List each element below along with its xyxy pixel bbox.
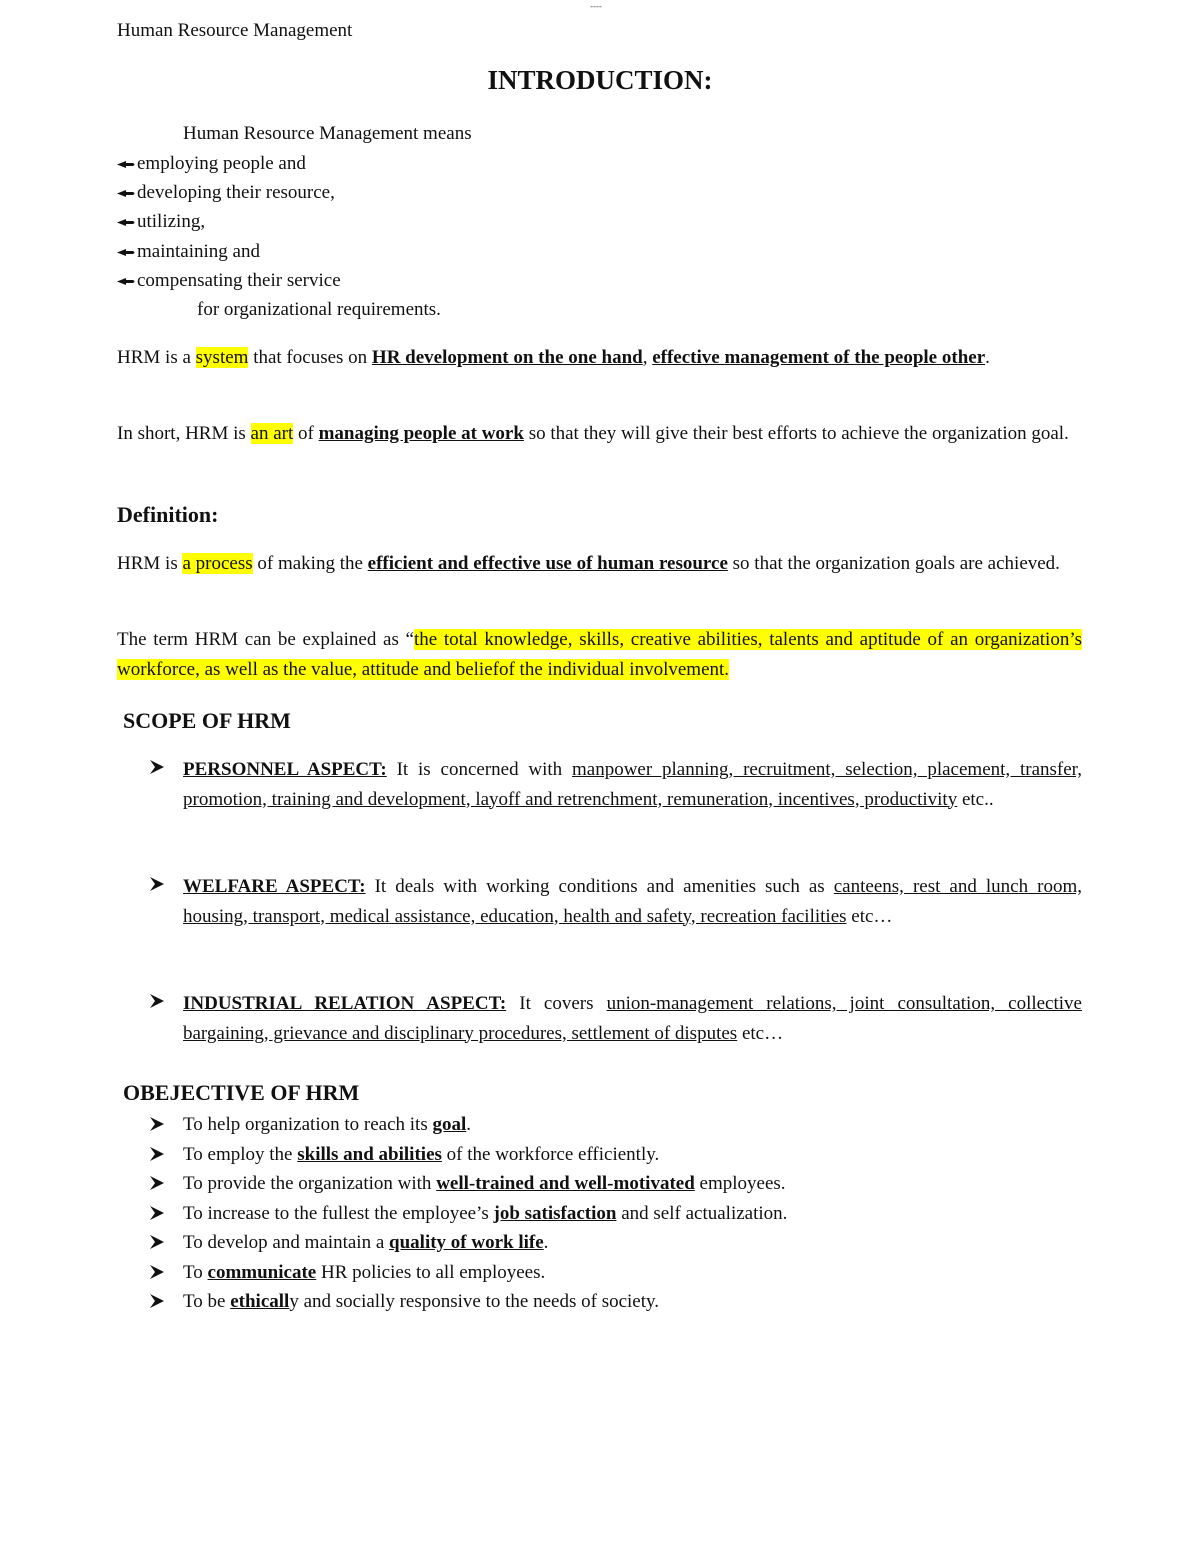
pointing-hand-icon [117,178,137,208]
bold-underline-text: communicate [207,1261,317,1283]
intro-tail: for organizational requirements. [197,299,441,320]
highlight-quote: the total knowledge, skills, creative abilities, talents and aptitude of an organization’s workforce, as well as the value, attitude and beliefof the individual involvement. [117,629,1082,680]
objective-heading: OBEJECTIVE OF HRM [123,1080,360,1105]
bullet-text: maintaining and [137,240,260,262]
underlined-text: manpower planning, recruitment, selection, placement, transfer, promotion, training and development, layoff and retrenchment, remuneration, incentives, productivity [183,759,1082,810]
bold-underline-text: skills and abilities [297,1143,442,1165]
bold-underline-text: ethicall [230,1291,290,1312]
top-mark: ---- [590,1,602,11]
bullet-text: utilizing, [137,211,206,233]
list-item [117,237,341,266]
intro-lead: Human Resource Management means [183,123,472,144]
list-item [117,178,341,207]
list-item: To increase to the fullest the employee’s job satisfaction and self actualization. [148,1199,787,1229]
arrow-bullet-icon [148,1110,183,1140]
list-item: To be ethically and socially responsive to the needs of society. [148,1287,787,1317]
bullet-text: developing their resource, [137,182,335,204]
scope-item-industrial-relation: INDUSTRIAL RELATION ASPECT: It covers union-management relations, joint consultation, collective bargaining, grievance and disciplinary procedures, settlement of disputes etc… [148,989,1082,1048]
bold-underline-text: HR development on the one hand [371,347,643,368]
pointing-hand-icon [117,149,137,179]
bold-underline-text: effective management of the people other [652,347,986,368]
scope-label: WELFARE ASPECT: [183,876,366,897]
arrow-bullet-icon [148,872,178,902]
bold-underline-text: managing people at work [318,423,524,444]
scope-label: PERSONNEL ASPECT: [183,759,387,780]
list-item: To help organization to reach its goal. [148,1110,787,1140]
list-item [117,266,341,295]
arrow-bullet-icon [148,1258,183,1288]
list-item [117,207,341,236]
bold-underline-text: quality of work life [389,1232,544,1253]
highlight-process: a process [182,553,253,574]
bold-underline-text: efficient and effective use of human resource [367,553,728,574]
list-item: To employ the skills and abilities of the workforce efficiently. [148,1140,787,1170]
hrm-system-paragraph: HRM is a system that focuses on HR development on the one hand, effective management of the people other. [117,347,990,368]
scope-label: INDUSTRIAL RELATION ASPECT: [183,993,507,1014]
scope-item-personnel: PERSONNEL ASPECT: It is concerned with manpower planning, recruitment, selection, placement, transfer, promotion, training and development, layoff and retrenchment, remuneration, incentives, productivity etc.. [148,755,1082,814]
objective-list [148,1110,787,1317]
scope-item-welfare: WELFARE ASPECT: It deals with working conditions and amenities such as canteens, rest and lunch room, housing, transport, medical assistance, education, health and safety, recreation facilities etc… [148,872,1082,931]
list-item: To communicate HR policies to all employees. [148,1258,787,1288]
highlight-art: an art [250,423,294,444]
definition-paragraph: HRM is a process of making the efficient and effective use of human resource so that the organization goals are achieved. [117,553,1060,574]
arrow-bullet-icon [148,1199,183,1229]
bullet-text: compensating their service [137,269,341,291]
arrow-bullet-icon [148,1287,183,1317]
arrow-bullet-icon [148,1140,183,1170]
definition-heading: Definition: [117,502,219,527]
term-paragraph: The term HRM can be explained as “the total knowledge, skills, creative abilities, talents and aptitude of an organization’s workforce, as well as the value, attitude and beliefof the individual involvement. [117,629,1082,680]
intro-bullet-list [117,149,341,295]
arrow-bullet-icon [148,1228,183,1258]
scope-heading: SCOPE OF HRM [123,708,291,733]
running-header: Human Resource Management [117,20,353,41]
arrow-bullet-icon [148,755,178,785]
bold-underline-text: well-trained and well-motivated [436,1173,695,1194]
list-item: To provide the organization with well-trained and well-motivated employees. [148,1169,787,1199]
bold-underline-text: goal [432,1114,467,1135]
bold-underline-text: job satisfaction [493,1202,617,1224]
list-item [117,149,341,178]
pointing-hand-icon [117,237,137,267]
arrow-bullet-icon [148,1169,183,1199]
intro-title: INTRODUCTION: [487,65,713,95]
arrow-bullet-icon [148,989,178,1019]
bullet-text: employing people and [137,153,306,174]
list-item: To develop and maintain a quality of work life. [148,1228,787,1258]
hrm-art-paragraph: In short, HRM is an art of managing people at work so that they will give their best efforts to achieve the organization goal. [117,423,1069,444]
highlight-system: system [195,347,249,368]
pointing-hand-icon [117,266,137,296]
underlined-text: canteens, rest and lunch room, housing, transport, medical assistance, education, health and safety, recreation facilities [183,876,1082,927]
pointing-hand-icon [117,207,137,237]
underlined-text: union-management relations, joint consultation, collective bargaining, grievance and disciplinary procedures, settlement of disputes [183,993,1082,1044]
